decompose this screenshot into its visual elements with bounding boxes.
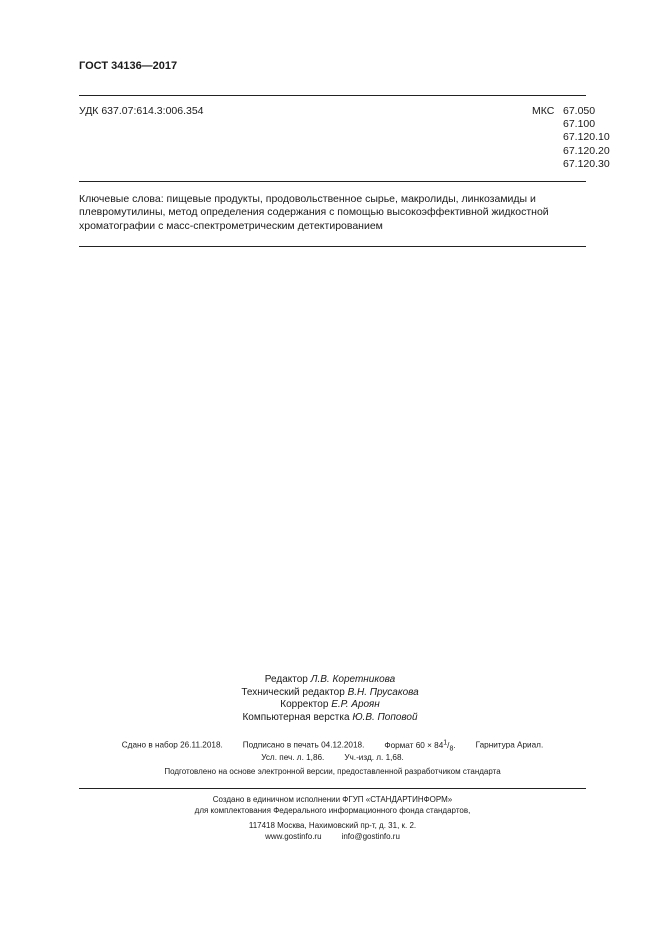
staff-line-corrector xyxy=(120,699,540,712)
mks-code: 67.120.10 xyxy=(563,131,610,144)
keywords-paragraph: Ключевые слова: пищевые продукты, продовольственное сырье, макролиды, линкозамиды и плевромутилины, метод определения содержания с помощью высокоэффективной жидкостной хроматографии с масс-спектрометрическим детектированием xyxy=(79,193,549,232)
mks-code: 67.050 xyxy=(563,105,596,117)
mks-code: 67.120.30 xyxy=(563,157,610,170)
staff-name: Л.В. Коретникова xyxy=(310,674,396,685)
email-link[interactable]: info@gostinfo.ru xyxy=(341,831,400,841)
staff-line-layout xyxy=(120,712,540,725)
format-numerator: 1 xyxy=(443,739,448,746)
staff-line-editor xyxy=(120,674,540,687)
print-info-line-2 xyxy=(79,753,586,762)
print-info-line-1 xyxy=(79,739,586,752)
footer-address: 117418 Москва, Нахимовский пр-т, д. 31, к. 2. xyxy=(248,821,417,830)
prepared-note: Подготовлено на основе электронной версии, предоставленной разработчиком стандарта xyxy=(164,767,501,776)
format-denominator: 8 xyxy=(449,745,454,753)
typeface: Гарнитура Ариал. xyxy=(475,740,544,750)
footer-line: Создано в единичном исполнении ФГУП «СТАНДАРТИНФОРМ» xyxy=(212,795,453,804)
staff-role: Редактор xyxy=(264,674,308,685)
udk-code: УДК 637.07:614.3:006.354 xyxy=(79,105,204,117)
staff-name: Е.Р. Ароян xyxy=(331,699,380,710)
publisher-sheets: Уч.-изд. л. 1,68. xyxy=(344,753,404,762)
mid-rule xyxy=(79,181,586,182)
signed-date: Подписано в печать 04.12.2018. xyxy=(242,740,365,750)
footer-line: для комплектования Федерального информационного фонда стандартов, xyxy=(194,805,471,815)
editorial-staff xyxy=(120,674,540,724)
mks-code-list xyxy=(563,105,610,171)
staff-role: Компьютерная верстка xyxy=(242,711,350,723)
format-prefix: Формат 60 × 84 xyxy=(384,740,444,750)
footer-web-line xyxy=(79,832,586,843)
mks-code: 67.120.20 xyxy=(563,144,610,157)
keywords-rule xyxy=(79,246,586,247)
staff-role: Технический редактор xyxy=(241,686,345,698)
footer-publisher xyxy=(79,795,586,816)
submitted-date: Сдано в набор 26.11.2018. xyxy=(121,740,223,750)
standard-number: ГОСТ 34136—2017 xyxy=(79,60,178,72)
footer-rule xyxy=(79,788,586,789)
staff-name: В.Н. Прусакова xyxy=(347,686,419,698)
footer-contacts xyxy=(79,821,586,842)
print-sheets: Усл. печ. л. 1,86. xyxy=(261,753,325,762)
staff-role: Корректор xyxy=(280,699,329,710)
mks-code: 67.100 xyxy=(563,118,596,131)
top-rule xyxy=(79,95,586,96)
staff-line-tech-editor xyxy=(120,687,540,700)
website-link[interactable]: www.gostinfo.ru xyxy=(265,831,322,841)
staff-name: Ю.В. Поповой xyxy=(352,711,418,723)
paper-format: Формат $60 \times 84^1/_8$. xyxy=(384,739,456,753)
mks-label: МКС xyxy=(532,105,555,117)
